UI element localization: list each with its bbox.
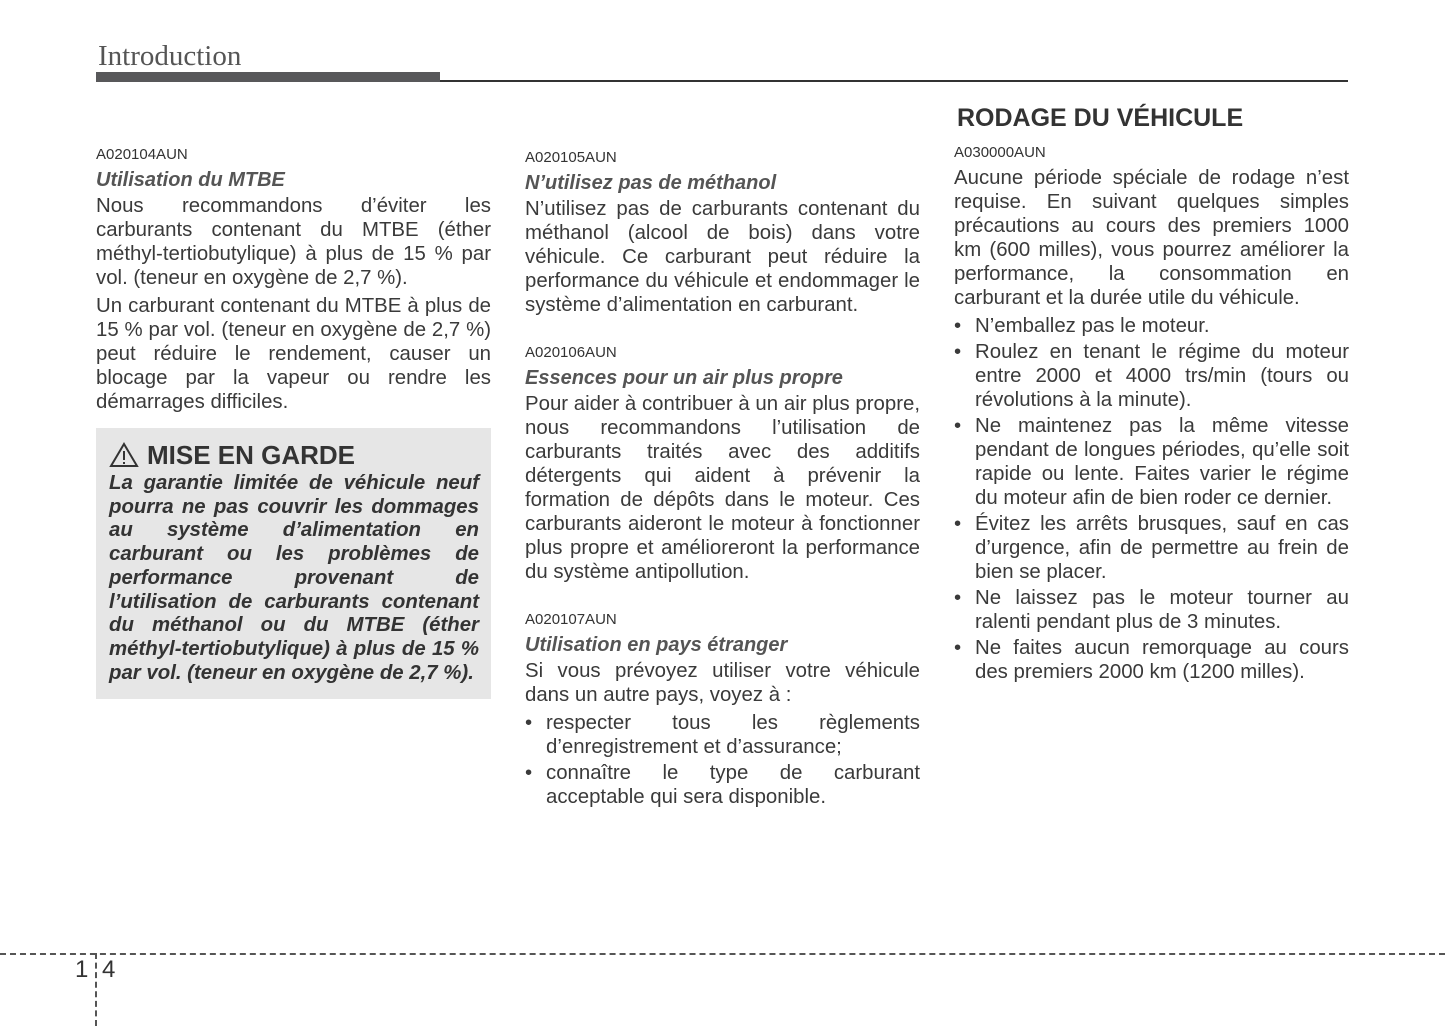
section-title: Introduction (98, 40, 242, 72)
section-code: A020104AUN (96, 146, 188, 163)
section-subtitle: Utilisation en pays étranger (525, 634, 788, 656)
warning-title-text: MISE EN GARDE (147, 440, 356, 470)
section-subtitle: Essences pour un air plus propre (525, 367, 843, 389)
footer-divider (95, 953, 97, 1026)
column-3 (954, 103, 1349, 686)
bullet-list (954, 314, 1349, 684)
section-code: A020106AUN (525, 344, 617, 361)
column-1 (96, 145, 491, 699)
list-item: • Ne laissez pas le moteur tourner au ralenti pendant plus de 3 minutes. (954, 586, 1349, 634)
paragraph: Un carburant contenant du MTBE à plus de 15 % par vol. (teneur en oxygène de 2,7 %) peut réduire le rendement, causer un blocage par la vapeur ou rendre les démarrages difficiles. (96, 295, 491, 413)
list-item: • Évitez les arrêts brusques, sauf en cas d’urgence, afin de permettre au frein de bien se placer. (954, 512, 1349, 584)
warning-body: La garantie limitée de véhicule neuf pourra ne pas couvrir les dommages au système d’alimentation en carburant ou les problèmes de performance provenant de l’utilisation de carburants contenant du méthanol ou du MTBE (éther méthyl-tertiobutylique) à plus de 15 % par vol. (teneur en oxygène de 2,7 %). (109, 472, 479, 684)
paragraph: Nous recommandons d’éviter les carburants contenant du MTBE (éther méthyl-tertiobutylique) à plus de 15 % par vol. (teneur en oxygène de 2,7 %). (96, 195, 491, 289)
paragraph: Pour aider à contribuer à un air plus propre, nous recommandons l’utilisation de carburants traités avec des additifs détergents qui aident à prévenir la formation de dépôts dans le moteur. Ces carburants aideront le moteur à fonctionner plus propre et amélioreront la performance du système antipollution. (525, 393, 920, 583)
list-item: • Ne maintenez pas la même vitesse pendant de longues périodes, qu’elle soit rapide ou lente. Faites varier le régime du moteur afin de bien roder ce dernier. (954, 414, 1349, 510)
paragraph: Aucune période spéciale de rodage n’est requise. En suivant quelques simples précautions au cours des premiers 1000 km (600 milles), vous pourrez améliorer la performance, la consommation en carburant et la durée utile du véhicule. (954, 167, 1349, 309)
section-subtitle: Utilisation du MTBE (96, 169, 285, 191)
list-item: • Roulez en tenant le régime du moteur entre 2000 et 4000 trs/min (tours ou révolutions à la minute). (954, 340, 1349, 412)
section-code: A030000AUN (954, 144, 1046, 161)
column-2 (525, 148, 920, 811)
chapter-heading: RODAGE DU VÉHICULE (957, 104, 1244, 132)
bullet-list (525, 711, 920, 809)
chapter-number: 1 (75, 956, 89, 983)
footer-rule (0, 953, 1445, 955)
warning-title (109, 438, 479, 472)
header-bar (96, 72, 440, 82)
section-subtitle: N’utilisez pas de méthanol (525, 172, 777, 194)
paragraph: N’utilisez pas de carburants contenant du méthanol (alcool de bois) dans votre véhicule. Ce carburant peut réduire la performance du véhicule et endommager le système d’alimentation en carburant. (525, 198, 920, 316)
paragraph: Si vous prévoyez utiliser votre véhicule dans un autre pays, voyez à : (525, 660, 920, 706)
header-rule (440, 80, 1348, 82)
list-item: • Ne faites aucun remorquage au cours des premiers 2000 km (1200 milles). (954, 636, 1349, 684)
list-item: • respecter tous les règlements d’enregistrement et d’assurance; (525, 711, 920, 759)
warning-triangle-icon (109, 442, 139, 468)
list-item: • connaître le type de carburant acceptable qui sera disponible. (525, 761, 920, 809)
page-number: 4 (102, 956, 116, 983)
section-code: A020105AUN (525, 149, 617, 166)
warning-box (96, 428, 491, 699)
list-item: • N’emballez pas le moteur. (954, 314, 1349, 338)
section-code: A020107AUN (525, 611, 617, 628)
